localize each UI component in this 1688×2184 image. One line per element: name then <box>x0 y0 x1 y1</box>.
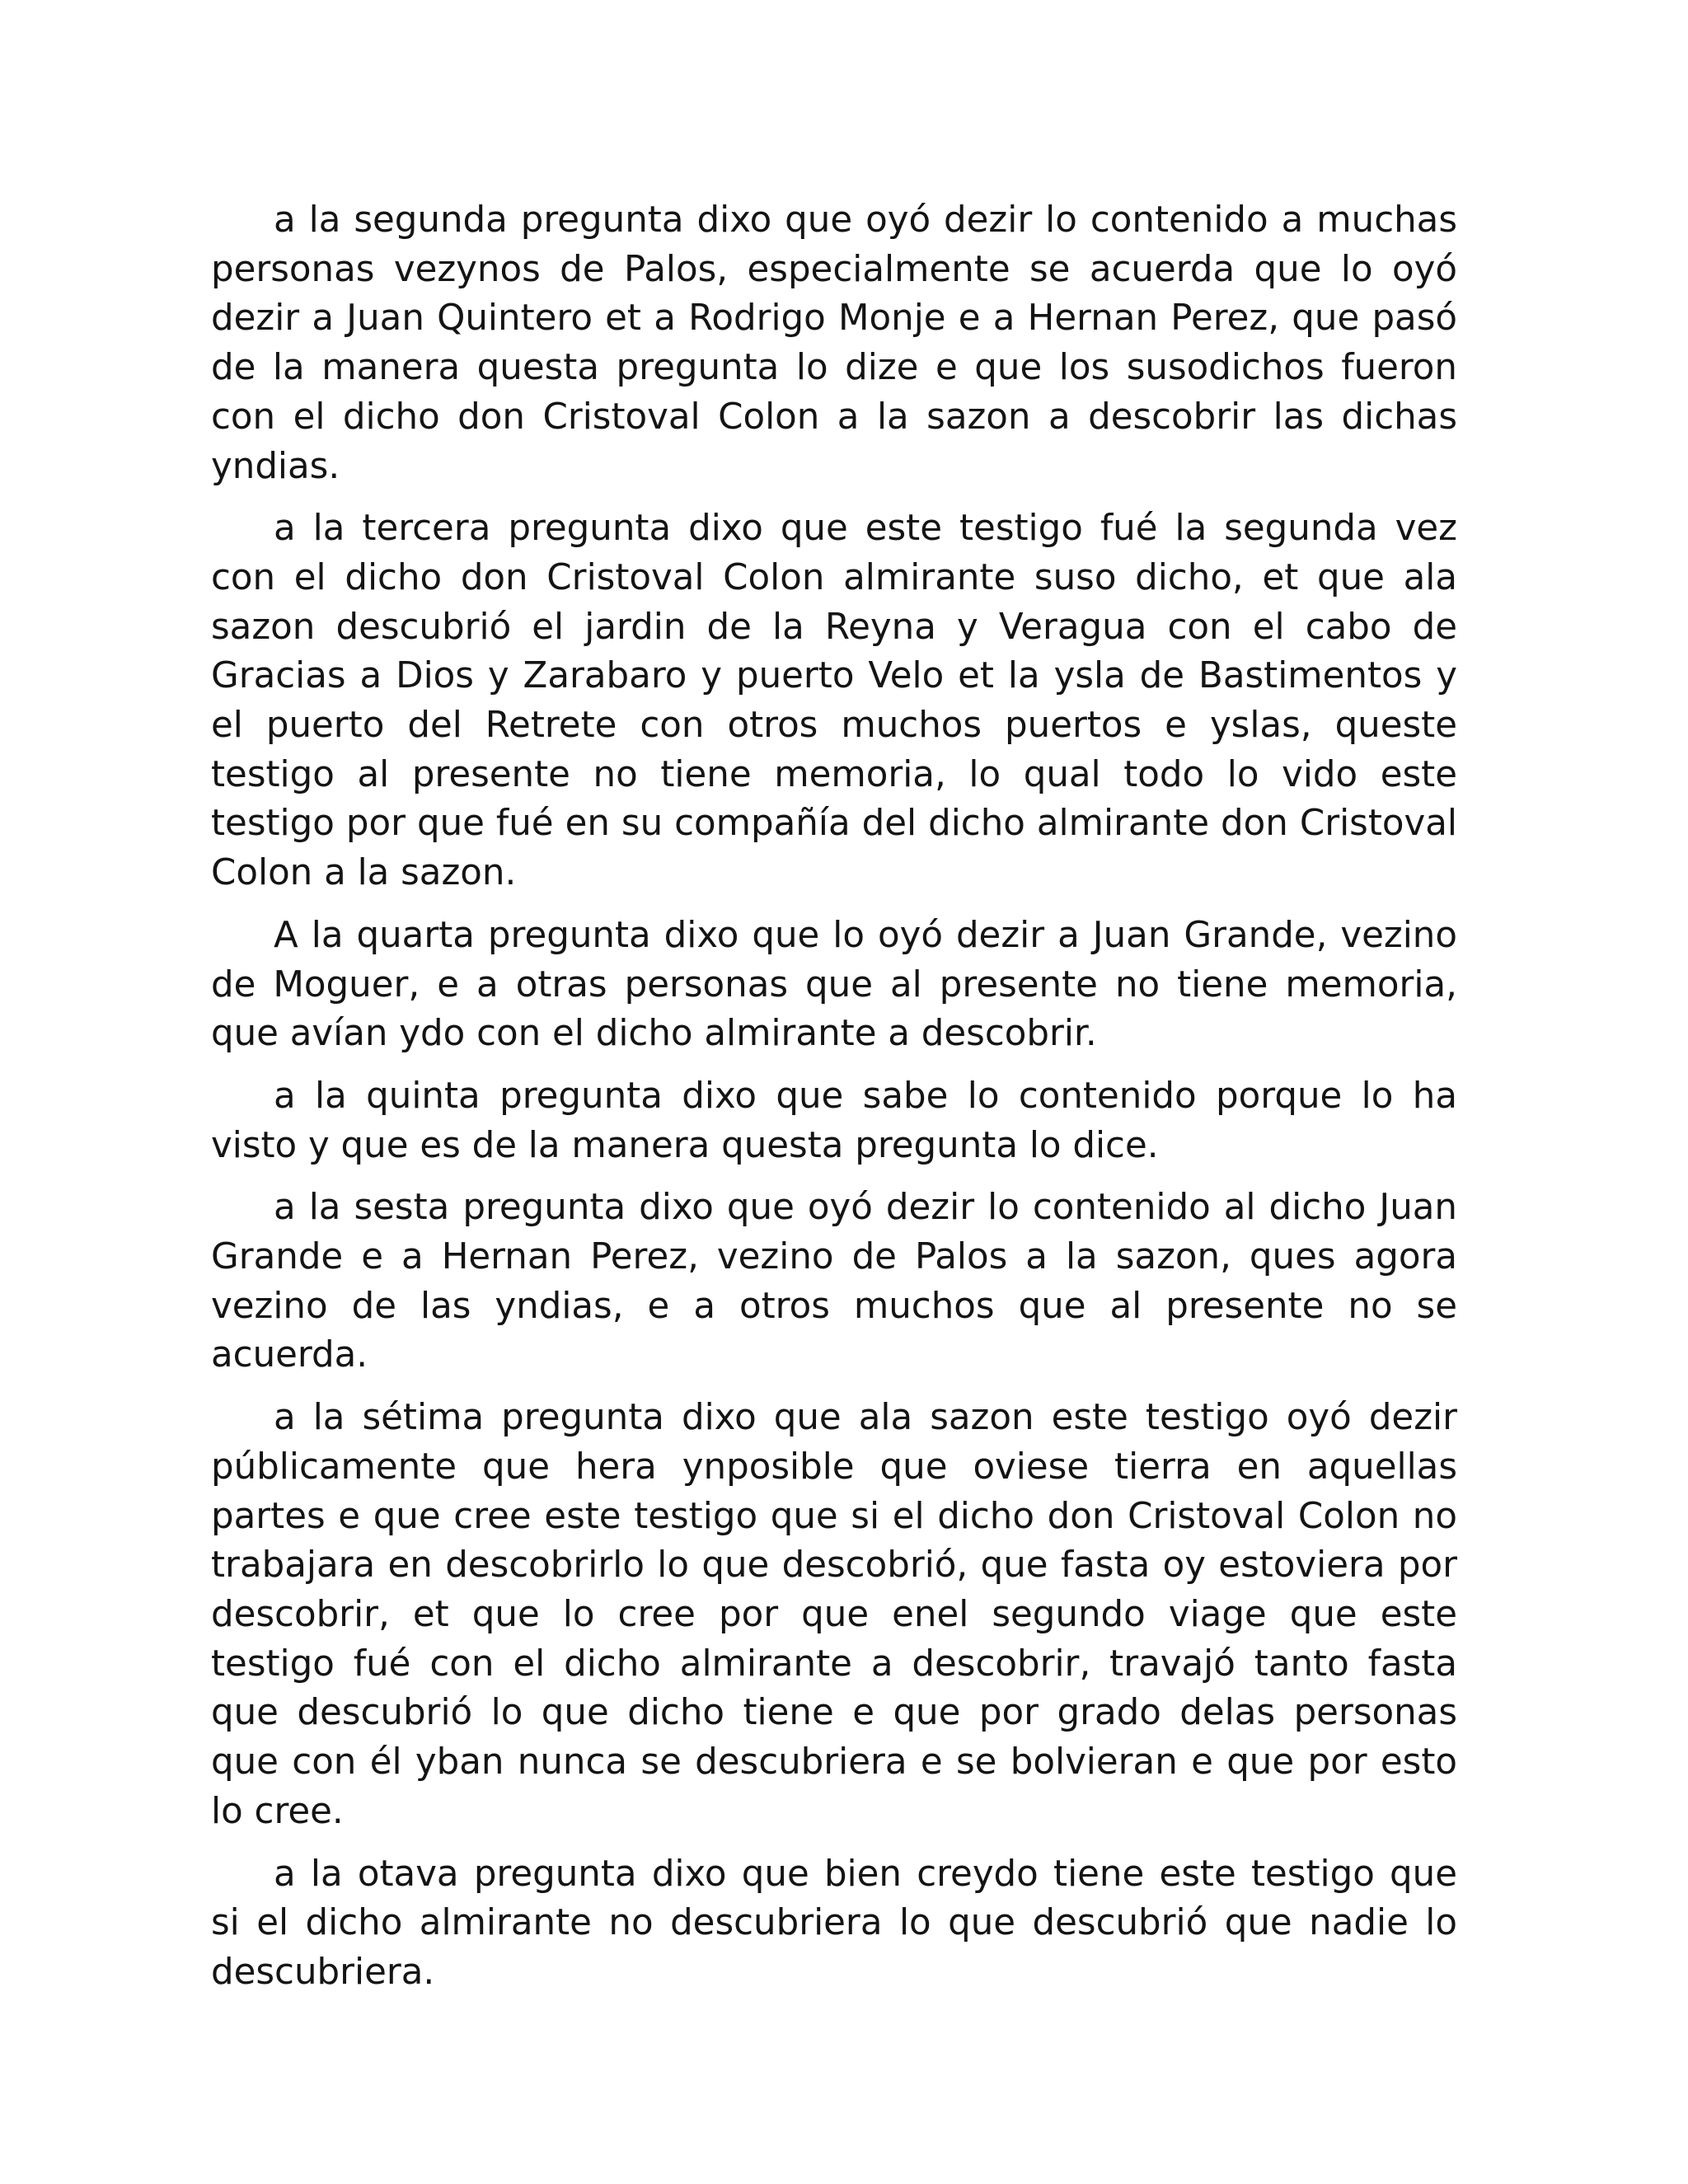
document-body <box>211 196 1457 1998</box>
paragraph-sesta-pregunta: a la sesta pregunta dixo que oyó dezir lo contenido al dicho Juan Grande e a Hernan Perez, vezino de Palos a la sazon, ques agora vezino de las yndias, e a otros muchos que al presente no se acuerda. <box>211 1187 1457 1376</box>
paragraph-quarta-pregunta: A la quarta pregunta dixo que lo oyó dezir a Juan Grande, vezino de Moguer, e a otras personas que al presente no tiene memoria, que avían ydo con el dicho almirante a descobrir. <box>211 914 1457 1055</box>
paragraph-quinta-pregunta: a la quinta pregunta dixo que sabe lo contenido porque lo ha visto y que es de la manera questa pregunta lo dice. <box>211 1075 1457 1166</box>
paragraph-setima-pregunta: a la sétima pregunta dixo que ala sazon este testigo oyó dezir públicamente que hera ynposible que oviese tierra en aquellas partes e que cree este testigo que si el dicho don Cristoval Colon no trabajara en descobrirlo lo que descobrió, que fasta oy estoviera por descobrir, et que lo cree por que enel segundo viage que este testigo fué con el dicho almirante a descobrir, travajó tanto fasta que descubrió lo que dicho tiene e que por grado delas personas que con él yban nunca se descubriera e se bolvieran e que por esto lo cree. <box>211 1397 1457 1832</box>
paragraph-tercera-pregunta: a la tercera pregunta dixo que este testigo fué la segunda vez con el dicho don Cristoval Colon almirante suso dicho, et que ala sazon descubrió el jardin de la Reyna y Veragua con el cabo de Gracias a Dios y Zarabaro y puerto Velo et la ysla de Bastimentos y el puerto del Retrete con otros muchos puertos e yslas, queste testigo al presente no tiene memoria, lo qual todo lo vido este testigo por que fué en su compañía del dicho almirante don Cristoval Colon a la sazon. <box>211 508 1457 894</box>
paragraph-otava-pregunta: a la otava pregunta dixo que bien creydo tiene este testigo que si el dicho almirante no descubriera lo que descubrió que nadie lo descubriera. <box>211 1853 1457 1993</box>
paragraph-segunda-pregunta: a la segunda pregunta dixo que oyó dezir lo contenido a muchas personas vezynos de Palos, especialmente se acuerda que lo oyó dezir a Juan Quintero et a Rodrigo Monje e a Hernan Perez, que pasó de la manera questa pregunta lo dize e que los susodichos fueron con el dicho don Cristoval Colon a la sazon a descobrir las dichas yndias. <box>211 199 1457 487</box>
